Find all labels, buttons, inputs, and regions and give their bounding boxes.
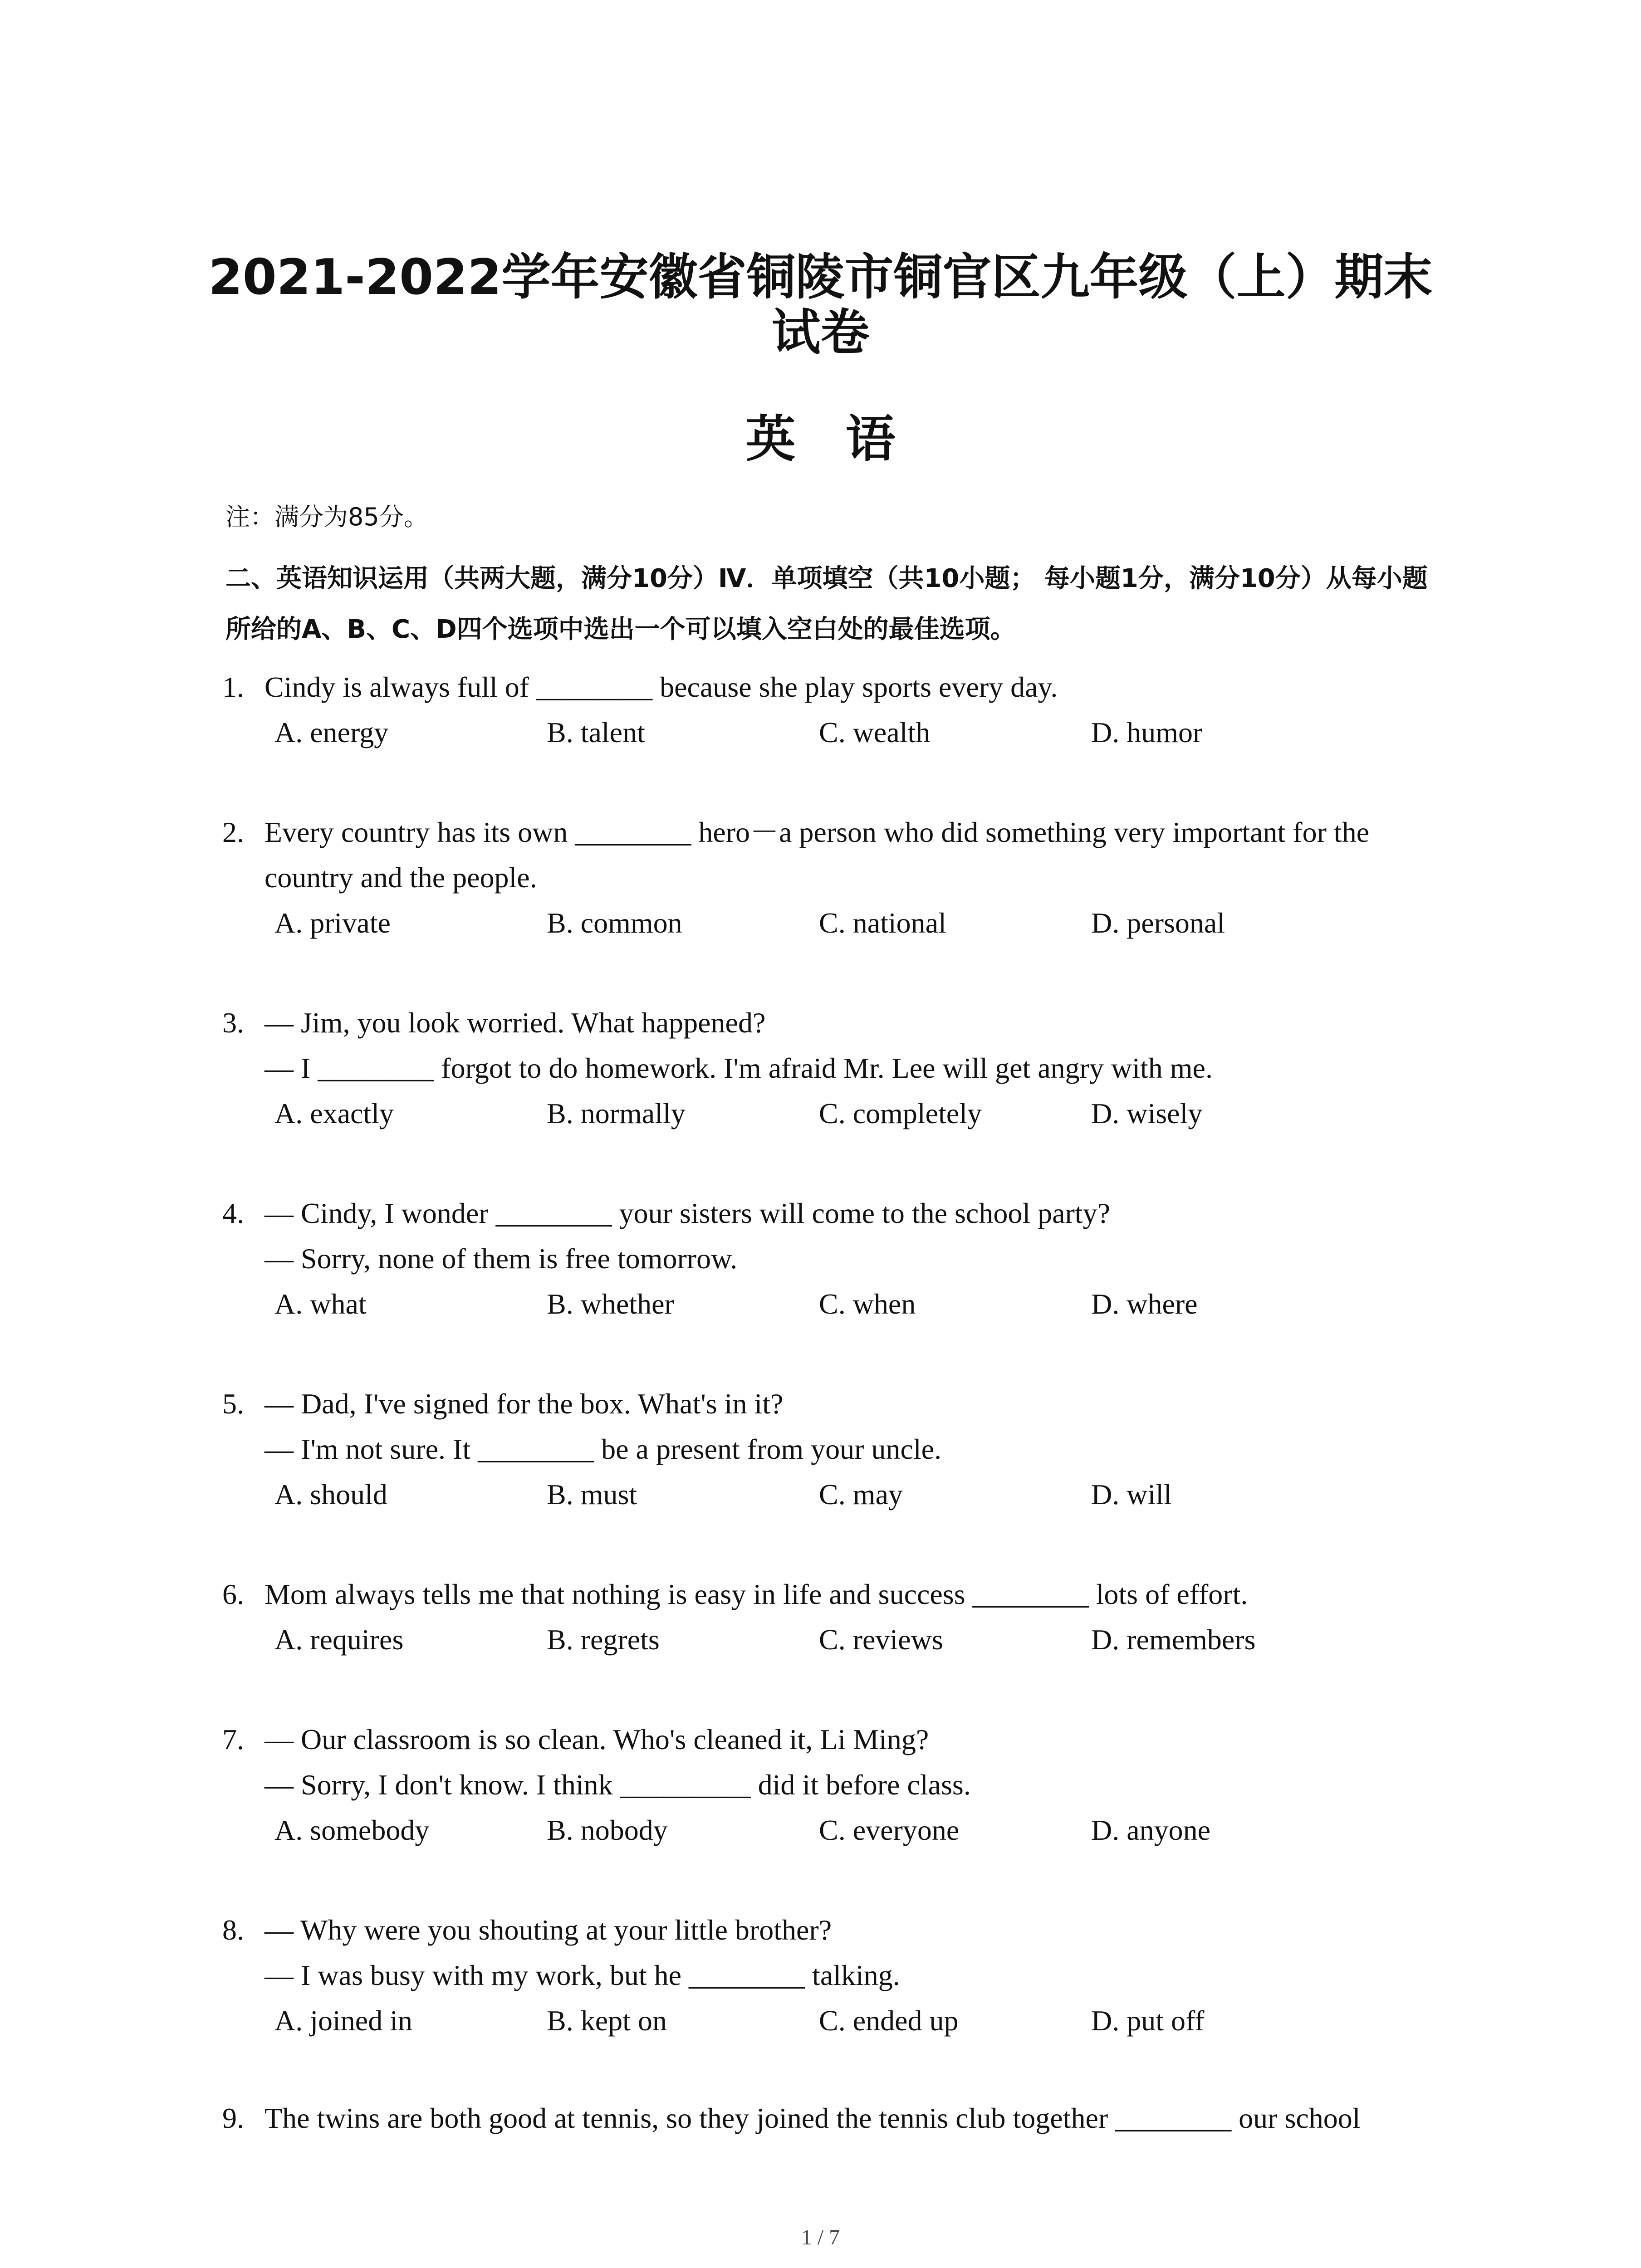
option-d: D. personal	[1091, 907, 1225, 939]
option-a: A. requires	[274, 1623, 404, 1656]
question-text: — Our classroom is so clean. Who's cleaned it, Li Ming?	[265, 1723, 929, 1755]
exam-title-line-2: 试卷	[771, 304, 870, 361]
question-number: 8.	[222, 1914, 244, 1946]
question-number: 6.	[222, 1578, 244, 1610]
option-c: C. ended up	[819, 2004, 959, 2037]
option-a: A. somebody	[274, 1814, 430, 1846]
option-b: B. regrets	[547, 1623, 660, 1656]
question-text: Cindy is always full of ________ because she play sports every day.	[265, 671, 1058, 703]
option-d: D. where	[1091, 1288, 1198, 1320]
question-number: 3.	[222, 1007, 244, 1039]
option-b: B. talent	[547, 716, 645, 748]
option-a: A. exactly	[274, 1097, 394, 1129]
option-d: D. wisely	[1091, 1097, 1203, 1129]
option-a: A. what	[274, 1288, 367, 1320]
option-d: D. humor	[1091, 716, 1203, 748]
question-number: 9.	[222, 2102, 244, 2134]
option-c: C. completely	[819, 1097, 982, 1129]
page-number: 1 / 7	[801, 2225, 840, 2249]
option-b: B. common	[547, 907, 682, 939]
question-number: 1.	[222, 671, 244, 703]
option-d: D. put off	[1091, 2004, 1205, 2037]
option-c: C. wealth	[819, 716, 931, 748]
option-c: C. may	[819, 1478, 903, 1510]
option-a: A. energy	[274, 716, 389, 748]
option-c: C. national	[819, 907, 946, 939]
option-a: A. private	[274, 907, 391, 939]
question-text: — I was busy with my work, but he ________ talking.	[265, 1959, 900, 1991]
question-number: 2.	[222, 816, 244, 848]
exam-title-line-1: 2021-2022学年安徽省铜陵市铜官区九年级（上）期末	[208, 249, 1433, 306]
option-b: B. normally	[547, 1097, 686, 1129]
option-d: D. remembers	[1091, 1623, 1256, 1656]
subject-heading: 英语	[745, 410, 945, 468]
option-d: D. will	[1091, 1478, 1172, 1510]
question-text: country and the people.	[265, 861, 537, 894]
option-b: B. nobody	[547, 1814, 668, 1846]
section-instruction: 二、英语知识运用（共两大题，满分10分）Ⅳ．单项填空（共10小题； 每小题1分，满分10分）从每小题所给的A、B、C、D四个选项中选出一个可以填入空白处的最佳选项。	[225, 564, 1428, 644]
question-number: 7.	[222, 1723, 244, 1755]
question-text: The twins are both good at tennis, so they joined the tennis club together ________ our school	[265, 2102, 1361, 2134]
option-c: C. when	[819, 1288, 916, 1320]
option-b: B. kept on	[547, 2004, 667, 2037]
question-text: — I ________ forgot to do homework. I'm afraid Mr. Lee will get angry with me.	[265, 1052, 1213, 1084]
option-c: C. everyone	[819, 1814, 960, 1846]
question-number: 4.	[222, 1197, 244, 1229]
option-b: B. must	[547, 1478, 637, 1510]
question-text: — Dad, I've signed for the box. What's in it?	[265, 1388, 784, 1420]
question-text: Mom always tells me that nothing is easy in life and success ________ lots of effort.	[265, 1578, 1248, 1610]
question-text: — Cindy, I wonder ________ your sisters will come to the school party?	[265, 1197, 1110, 1229]
score-note: 注：满分为85分。	[225, 503, 428, 531]
question-number: 5.	[222, 1388, 244, 1420]
option-a: A. joined in	[274, 2004, 412, 2037]
question-text: — Jim, you look worried. What happened?	[265, 1007, 766, 1039]
question-text: — Sorry, none of them is free tomorrow.	[265, 1242, 738, 1275]
question-text: — I'm not sure. It ________ be a present from your uncle.	[265, 1433, 942, 1465]
question-text: — Sorry, I don't know. I think _________ did it before class.	[265, 1769, 971, 1801]
option-a: A. should	[274, 1478, 387, 1510]
option-c: C. reviews	[819, 1623, 943, 1656]
question-text: Every country has its own ________ hero－a person who did something very important for the	[265, 816, 1370, 848]
option-b: B. whether	[547, 1288, 674, 1320]
option-d: D. anyone	[1091, 1814, 1211, 1846]
question-text: — Why were you shouting at your little brother?	[265, 1914, 832, 1946]
